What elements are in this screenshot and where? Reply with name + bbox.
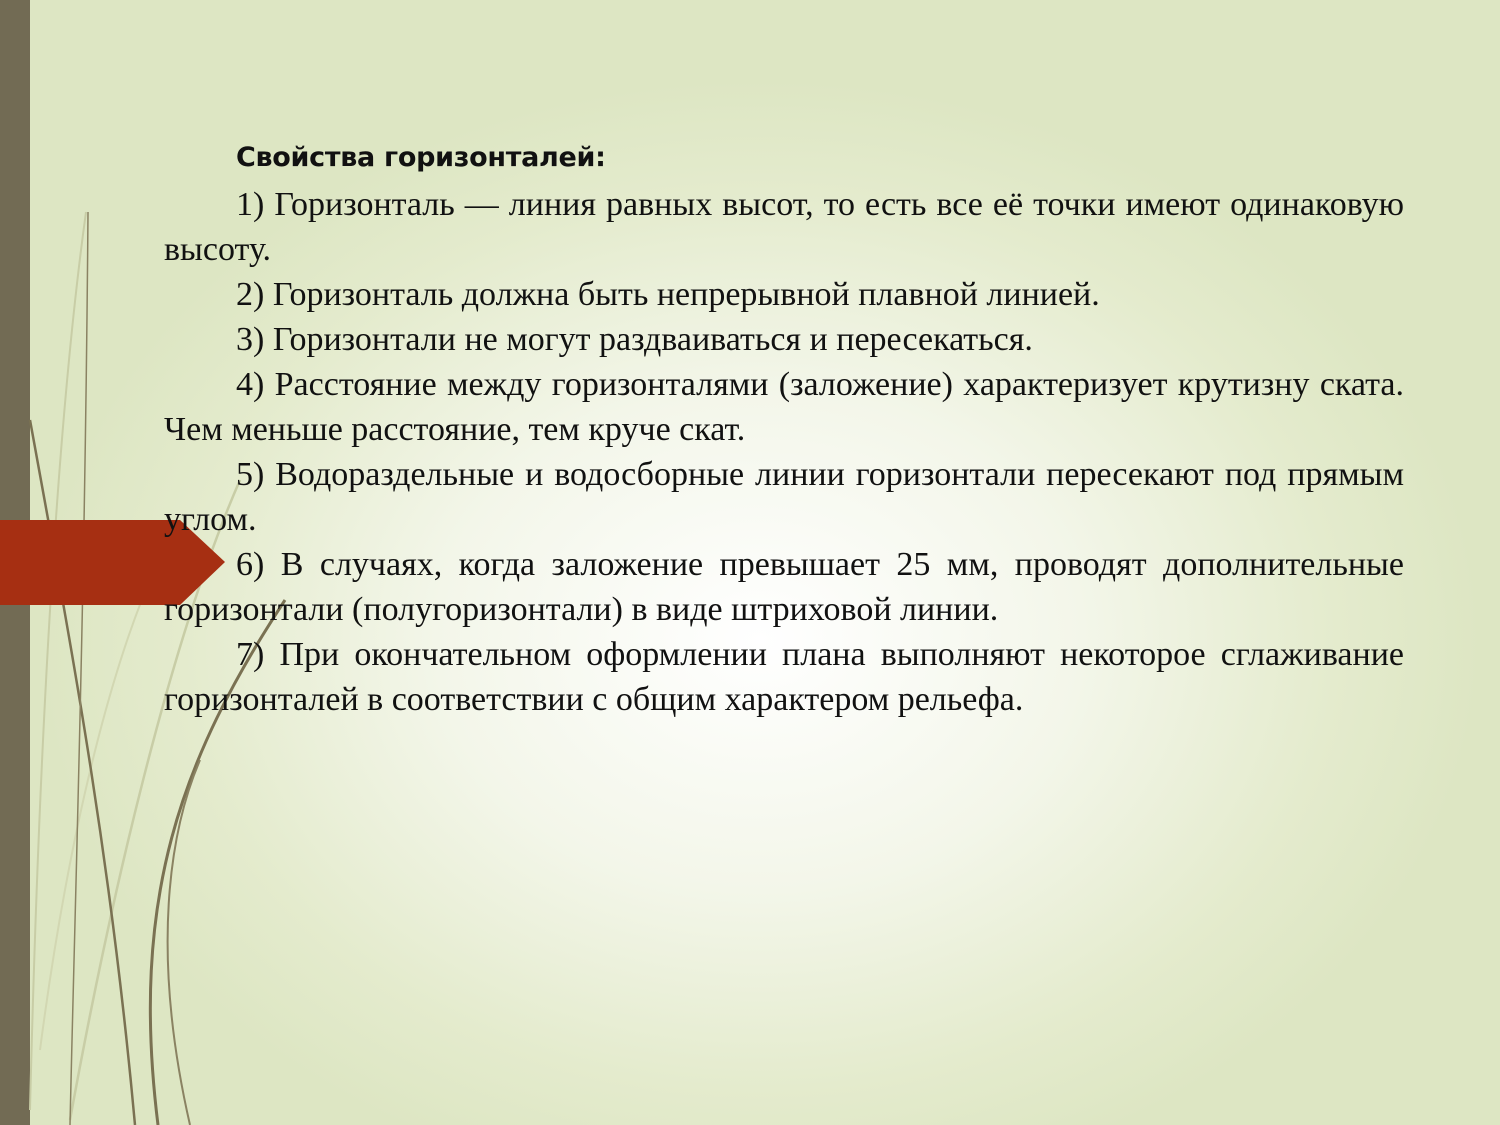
decor-curve-light-1 xyxy=(30,212,86,1110)
property-item-5: 5) Водораздельные и водосборные линии горизонтали пересекают под прямым углом. xyxy=(164,456,1404,538)
property-item-6: 6) В случаях, когда заложение превышает 25 мм, проводят дополнительные горизонтали (полугоризонтали) в виде штриховой линии. xyxy=(164,546,1404,628)
decor-curve-dark-2 xyxy=(70,212,88,1125)
decor-curve-dark-4 xyxy=(168,760,200,1125)
property-item-1: 1) Горизонталь — линия равных высот, то есть все её точки имеют одинаковую высоту. xyxy=(164,186,1404,268)
property-item-4: 4) Расстояние между горизонталями (заложение) характеризует крутизну ската. Чем меньше расстояние, тем круче скат. xyxy=(164,366,1404,448)
slide-heading: Свойства горизонталей: xyxy=(236,142,606,173)
property-item-7: 7) При окончательном оформлении плана выполняют некоторое сглаживание горизонталей в соответствии с общим характером рельефа. xyxy=(164,636,1404,718)
slide-content xyxy=(164,138,1404,722)
property-item-3: 3) Горизонтали не могут раздваиваться и пересекаться. xyxy=(236,321,1033,358)
property-item-2: 2) Горизонталь должна быть непрерывной плавной линией. xyxy=(236,276,1100,313)
